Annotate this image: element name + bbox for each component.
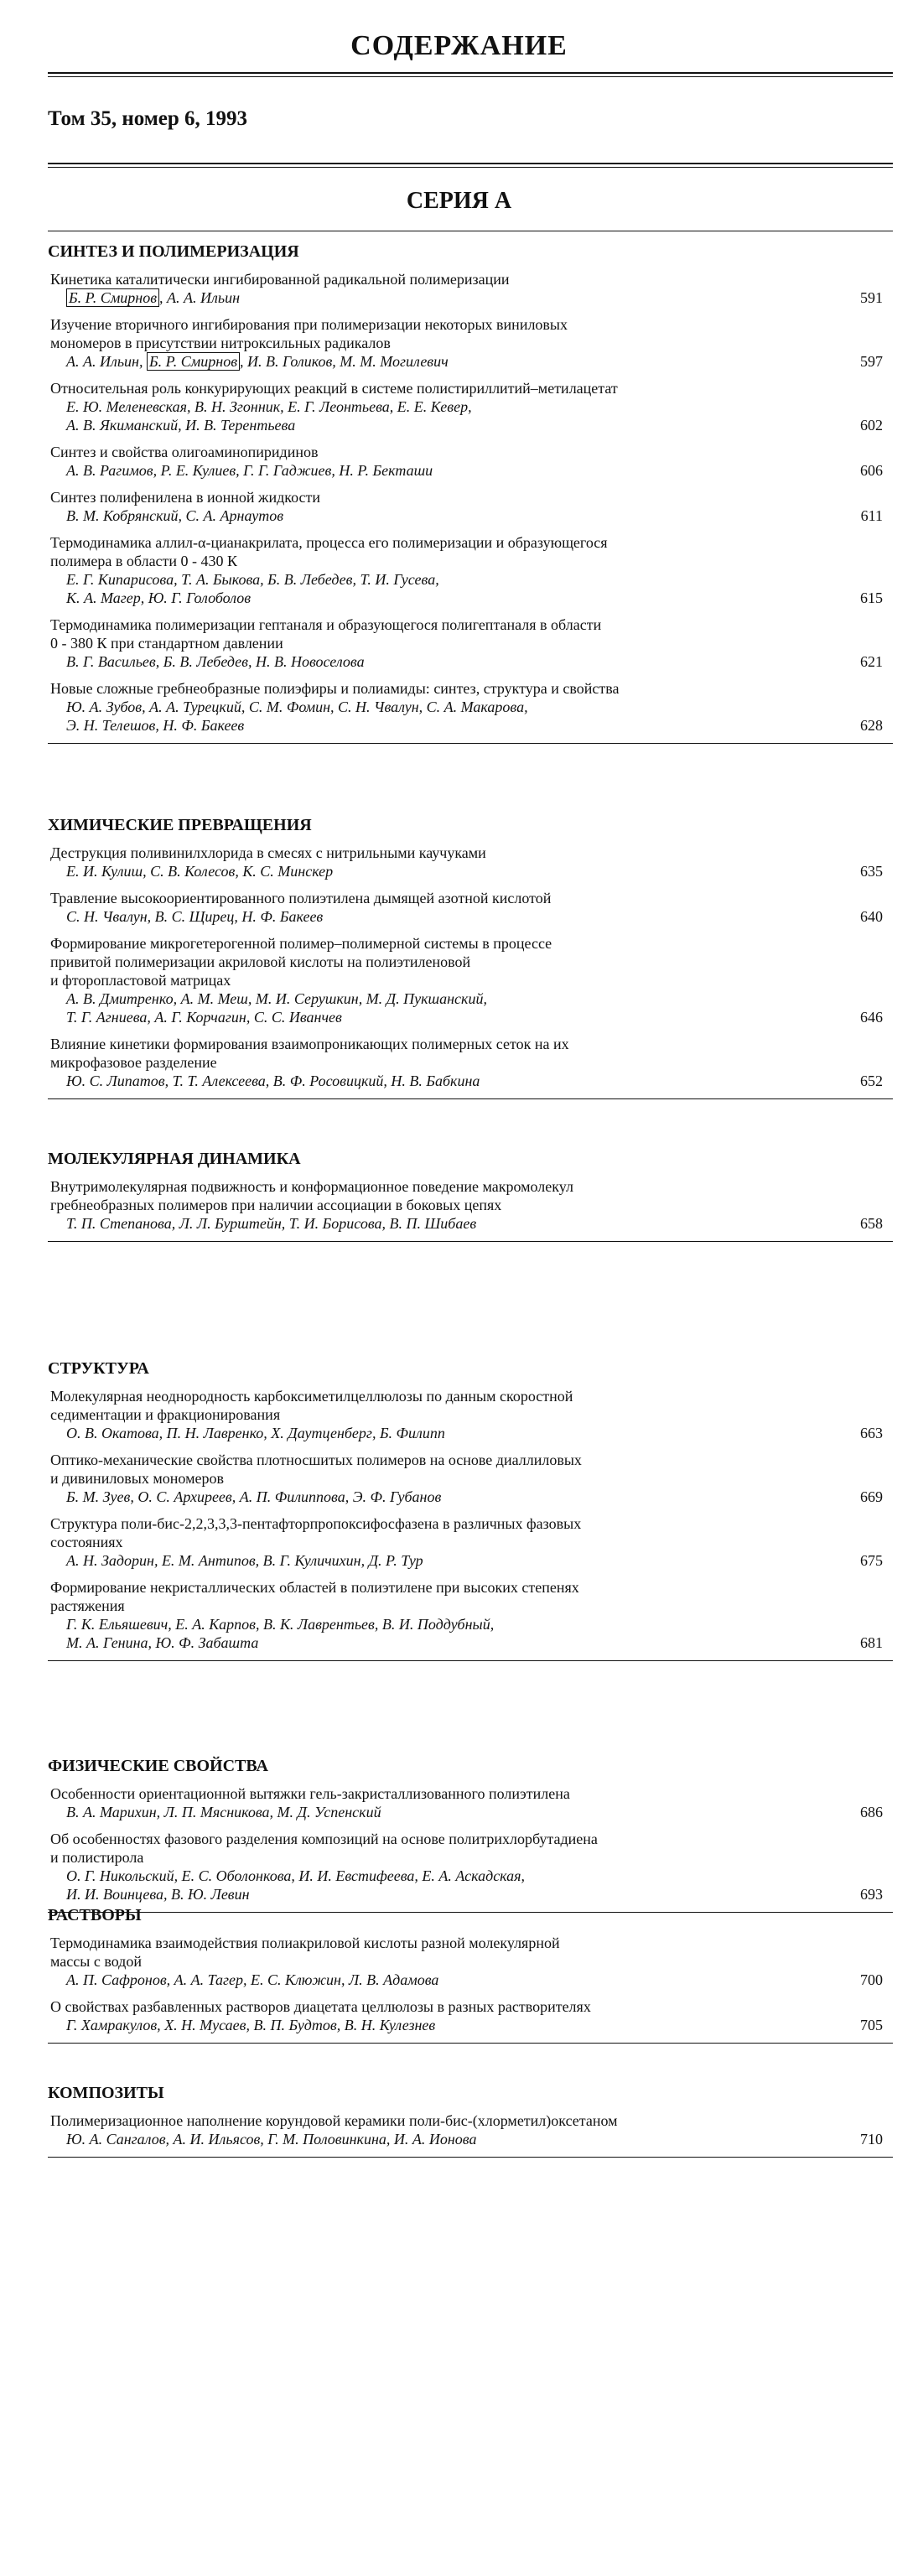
section-divider xyxy=(48,1241,893,1242)
section-heading: СИНТЕЗ И ПОЛИМЕРИЗАЦИЯ xyxy=(48,242,299,261)
author-text: В. А. Марихин, Л. П. Мясникова, М. Д. Успенский xyxy=(66,1804,381,1820)
article-title: и полистирола xyxy=(50,1849,144,1866)
article-authors xyxy=(48,1214,893,1233)
article-authors xyxy=(48,698,893,716)
page-number: 640 xyxy=(860,908,883,925)
author-text: С. Н. Чвалун, В. С. Щирец, Н. Ф. Бакеев xyxy=(66,908,324,925)
toc-entry xyxy=(48,315,893,371)
top-divider xyxy=(48,72,893,74)
section-heading: КОМПОЗИТЫ xyxy=(48,2084,164,2102)
article-title: Изучение вторичного ингибирования при полимеризации некоторых виниловых xyxy=(50,316,568,333)
page-number: 628 xyxy=(860,717,883,734)
article-title: Новые сложные гребнеобразные полиэфиры и полиамиды: синтез, структура и свойства xyxy=(50,680,620,697)
toc-section xyxy=(48,2080,893,2158)
article-title: Синтез полифенилена в ионной жидкости xyxy=(50,489,321,506)
page-title: СОДЕРЖАНИЕ xyxy=(350,30,568,61)
issue-info: Том 35, номер 6, 1993 xyxy=(48,107,248,130)
article-authors xyxy=(48,2130,893,2148)
toc-entry xyxy=(48,533,893,607)
page-number: 615 xyxy=(860,589,883,606)
section-heading: СТРУКТУРА xyxy=(48,1359,149,1378)
toc-section xyxy=(48,1145,893,1242)
page-number: 602 xyxy=(860,417,883,434)
section-divider xyxy=(48,1098,893,1099)
section-divider xyxy=(48,743,893,744)
author-text: Т. П. Степанова, Л. Л. Бурштейн, Т. И. Борисова, В. П. Шибаев xyxy=(66,1215,477,1232)
article-title: Формирование некристаллических областей в полиэтилене при высоких степенях xyxy=(50,1579,579,1596)
article-authors xyxy=(48,1072,893,1090)
author-text: , А. А. Ильин xyxy=(159,289,241,306)
article-title: Деструкция поливинилхлорида в смесях с нитрильными каучуками xyxy=(50,844,486,861)
section-heading: МОЛЕКУЛЯРНАЯ ДИНАМИКА xyxy=(48,1150,301,1168)
page-number: 591 xyxy=(860,289,883,306)
article-title: Термодинамика аллил-α-цианакрилата, процесса его полимеризации и образующегося xyxy=(50,534,608,551)
article-title: состояниях xyxy=(50,1534,123,1550)
article-authors xyxy=(48,589,893,607)
author-text: Ю. С. Липатов, Т. Т. Алексеева, В. Ф. Росовицкий, Н. В. Бабкина xyxy=(66,1072,480,1089)
author-text: Г. К. Ельяшевич, Е. А. Карпов, В. К. Лаврентьев, В. И. Поддубный, xyxy=(66,1616,495,1633)
article-authors xyxy=(48,416,893,434)
issue-divider xyxy=(48,163,893,164)
article-title: и фторопластовой матрицах xyxy=(50,972,231,989)
page-number: 693 xyxy=(860,1886,883,1903)
toc-section xyxy=(48,1902,893,2044)
page-number: 681 xyxy=(860,1634,883,1651)
toc-section xyxy=(48,1355,893,1661)
article-authors xyxy=(48,1551,893,1570)
section-divider xyxy=(48,2157,893,2158)
article-authors xyxy=(48,716,893,735)
article-title: 0 - 380 К при стандартном давлении xyxy=(50,635,283,652)
author-text: А. А. Ильин, xyxy=(66,353,147,370)
page-number: 646 xyxy=(860,1009,883,1026)
toc-entry xyxy=(48,889,893,926)
author-text: , И. В. Голиков, М. М. Могилевич xyxy=(240,353,449,370)
page-number: 675 xyxy=(860,1552,883,1569)
article-title: Внутримолекулярная подвижность и конформационное поведение макромолекул xyxy=(50,1178,573,1195)
author-text: Е. Г. Кипарисова, Т. А. Быкова, Б. В. Лебедев, Т. И. Гусева, xyxy=(66,571,439,588)
toc-entry xyxy=(48,1934,893,1989)
page-number: 710 xyxy=(860,2131,883,2148)
boxed-author-name: Б. Р. Смирнов xyxy=(66,288,159,307)
article-authors xyxy=(48,397,893,416)
author-text: Б. М. Зуев, О. С. Архиреев, А. П. Филиппова, Э. Ф. Губанов xyxy=(66,1488,442,1505)
toc-entry xyxy=(48,934,893,1026)
section-heading: ФИЗИЧЕСКИЕ СВОЙСТВА xyxy=(48,1757,268,1775)
toc-entry xyxy=(48,270,893,307)
author-text: М. А. Генина, Ю. Ф. Забашта xyxy=(66,1634,259,1651)
author-text: Г. Хамракулов, Х. Н. Мусаев, В. П. Будтов, В. Н. Кулезнев xyxy=(66,2017,436,2033)
article-title: полимера в области 0 - 430 К xyxy=(50,553,238,569)
section-heading: РАСТВОРЫ xyxy=(48,1906,142,1924)
article-title: Полимеризационное наполнение корундовой керамики поли-бис-(хлорметил)оксетаном xyxy=(50,2112,618,2129)
article-authors xyxy=(48,1885,893,1903)
page-number: 611 xyxy=(860,507,883,524)
toc-entry xyxy=(48,1830,893,1903)
article-title: О свойствах разбавленных растворов диацетата целлюлозы в разных растворителях xyxy=(50,1998,591,2015)
article-title: и дивиниловых мономеров xyxy=(50,1470,224,1487)
article-title: седиментации и фракционирования xyxy=(50,1406,281,1423)
toc-entry xyxy=(48,379,893,434)
author-text: А. Н. Задорин, Е. М. Антипов, В. Г. Куличихин, Д. Р. Тур xyxy=(66,1552,423,1569)
article-title: Травление высокоориентированного полиэтилена дымящей азотной кислотой xyxy=(50,890,552,906)
author-text: Ю. А. Зубов, А. А. Турецкий, С. М. Фомин, С. Н. Чвалун, С. А. Макарова, xyxy=(66,699,528,715)
author-text: К. А. Магер, Ю. Г. Голоболов xyxy=(66,589,252,606)
toc-entry xyxy=(48,1578,893,1652)
article-authors xyxy=(48,506,893,525)
article-title: Кинетика каталитически ингибированной радикальной полимеризации xyxy=(50,271,510,288)
author-text: Е. И. Кулиш, С. В. Колесов, К. С. Минскер xyxy=(66,863,334,880)
article-authors xyxy=(48,989,893,1008)
article-authors xyxy=(48,288,893,307)
toc-section xyxy=(48,1753,893,1913)
article-title: Об особенностях фазового разделения композиций на основе политрихлорбутадиена xyxy=(50,1831,598,1847)
toc-entry xyxy=(48,615,893,671)
section-heading: ХИМИЧЕСКИЕ ПРЕВРАЩЕНИЯ xyxy=(48,816,312,834)
article-title: массы с водой xyxy=(50,1953,142,1970)
series-heading: СЕРИЯ А xyxy=(406,188,512,214)
toc-section xyxy=(48,238,893,744)
toc-entry xyxy=(48,488,893,525)
article-authors xyxy=(48,1971,893,1989)
author-text: А. В. Рагимов, Р. Е. Кулиев, Г. Г. Гаджиев, Н. Р. Бекташи xyxy=(66,462,433,479)
article-title: Синтез и свойства олигоаминопиридинов xyxy=(50,444,319,460)
page-number: 700 xyxy=(860,1971,883,1988)
article-title: Относительная роль конкурирующих реакций в системе полистириллитий–метилацетат xyxy=(50,380,618,397)
toc-entry xyxy=(48,443,893,480)
article-authors xyxy=(48,461,893,480)
page-number: 705 xyxy=(860,2017,883,2033)
page-number: 658 xyxy=(860,1215,883,1232)
article-authors xyxy=(48,1867,893,1885)
author-text: В. Г. Васильев, Б. В. Лебедев, Н. В. Новоселова xyxy=(66,653,365,670)
article-title: Термодинамика полимеризации гептаналя и образующегося полигептаналя в области xyxy=(50,616,602,633)
article-title: растяжения xyxy=(50,1597,125,1614)
article-title: Оптико-механические свойства плотносшитых полимеров на основе диаллиловых xyxy=(50,1452,582,1468)
author-text: О. Г. Никольский, Е. С. Оболонкова, И. И. Евстифеева, Е. А. Аскадская, xyxy=(66,1867,526,1884)
toc-entry xyxy=(48,1514,893,1570)
article-title: Формирование микрогетерогенной полимер–полимерной системы в процессе xyxy=(50,935,552,952)
toc-entry xyxy=(48,679,893,735)
issue-divider-thin xyxy=(48,167,893,168)
author-text: И. И. Воинцева, В. Ю. Левин xyxy=(66,1886,250,1903)
toc-entry xyxy=(48,1997,893,2034)
section-divider xyxy=(48,2043,893,2044)
page-number: 635 xyxy=(860,863,883,880)
toc-entry xyxy=(48,2111,893,2148)
article-title: гребнеобразных полимеров при наличии ассоциации в боковых цепях xyxy=(50,1197,502,1213)
article-authors xyxy=(48,652,893,671)
article-authors xyxy=(48,570,893,589)
author-text: А. В. Дмитренко, А. М. Меш, М. И. Серушкин, М. Д. Пукшанский, xyxy=(66,990,487,1007)
article-authors xyxy=(48,1633,893,1652)
boxed-author-name: Б. Р. Смирнов xyxy=(147,352,240,371)
toc-section xyxy=(48,812,893,1099)
page-number: 663 xyxy=(860,1425,883,1441)
article-authors xyxy=(48,907,893,926)
author-text: Е. Ю. Меленевская, В. Н. Згонник, Е. Г. Леонтьева, Е. Е. Кевер, xyxy=(66,398,472,415)
author-text: А. В. Якиманский, И. В. Терентьева xyxy=(66,417,296,434)
article-title: микрофазовое разделение xyxy=(50,1054,217,1071)
section-divider xyxy=(48,1660,893,1661)
author-text: О. В. Окатова, П. Н. Лавренко, Х. Даутценберг, Б. Филипп xyxy=(66,1425,445,1441)
toc-entry xyxy=(48,844,893,880)
author-text: А. П. Сафронов, А. А. Тагер, Е. С. Клюжин, Л. В. Адамова xyxy=(66,1971,439,1988)
article-authors xyxy=(48,1008,893,1026)
toc-entry xyxy=(48,1451,893,1506)
article-authors xyxy=(48,1615,893,1633)
article-title: Структура поли-бис-2,2,3,3,3-пентафторпропоксифосфазена в различных фазовых xyxy=(50,1515,582,1532)
toc-entry xyxy=(48,1784,893,1821)
page-number: 621 xyxy=(860,653,883,670)
top-divider-thin xyxy=(48,76,893,77)
page-number: 686 xyxy=(860,1804,883,1820)
article-authors xyxy=(48,2016,893,2034)
article-authors xyxy=(48,1424,893,1442)
author-text: Т. Г. Агниева, А. Г. Корчагин, С. С. Иванчев xyxy=(66,1009,342,1026)
author-text: Э. Н. Телешов, Н. Ф. Бакеев xyxy=(66,717,245,734)
article-title: мономеров в присутствии нитроксильных радикалов xyxy=(50,335,391,351)
toc-entry xyxy=(48,1387,893,1442)
article-title: Молекулярная неоднородность карбоксиметилцеллюлозы по данным скоростной xyxy=(50,1388,573,1405)
article-authors xyxy=(48,1803,893,1821)
toc-entry xyxy=(48,1177,893,1233)
page-number: 652 xyxy=(860,1072,883,1089)
article-authors xyxy=(48,862,893,880)
page-number: 606 xyxy=(860,462,883,479)
article-authors xyxy=(48,352,893,371)
author-text: Ю. А. Сангалов, А. И. Ильясов, Г. М. Половинкина, И. А. Ионова xyxy=(66,2131,477,2148)
article-title: Влияние кинетики формирования взаимопроникающих полимерных сеток на их xyxy=(50,1036,569,1052)
article-title: Особенности ориентационной вытяжки гель-закристаллизованного полиэтилена xyxy=(50,1785,570,1802)
page-number: 669 xyxy=(860,1488,883,1505)
article-title: Термодинамика взаимодействия полиакриловой кислоты разной молекулярной xyxy=(50,1935,560,1951)
toc-entry xyxy=(48,1035,893,1090)
article-authors xyxy=(48,1488,893,1506)
article-title: привитой полимеризации акриловой кислоты на полиэтиленовой xyxy=(50,953,471,970)
page-number: 597 xyxy=(860,353,883,370)
author-text: В. М. Кобрянский, С. А. Арнаутов xyxy=(66,507,284,524)
